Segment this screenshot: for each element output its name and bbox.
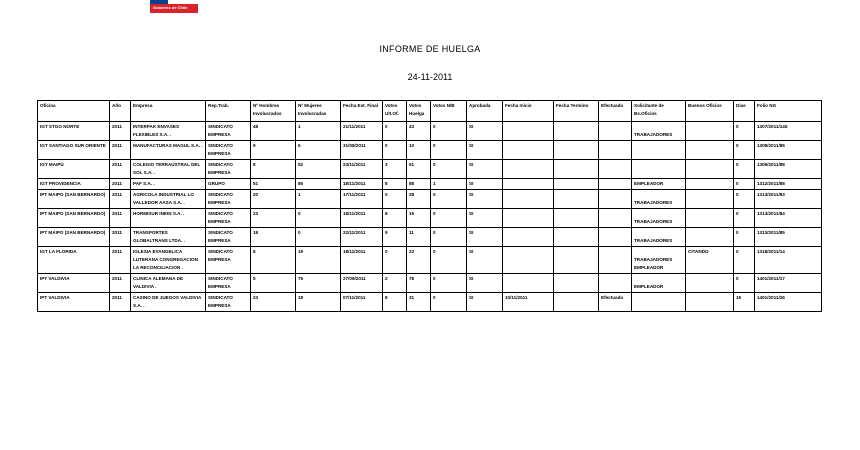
- table-cell: 43: [407, 122, 431, 141]
- table-cell: [686, 190, 734, 209]
- table-cell: IPT MAIPO (SAN BERNARDO): [38, 190, 110, 209]
- table-cell: IPT MAIPO (SAN BERNARDO): [38, 209, 110, 228]
- table-cell: 21/11/2011: [341, 122, 383, 141]
- table-cell: 0: [734, 141, 755, 160]
- strike-report-table: [37, 100, 822, 312]
- table-cell: 9: [383, 228, 407, 247]
- table-cell: TRABAJADORES: [632, 228, 686, 247]
- table-cell: 1308/2011/85: [755, 141, 822, 160]
- table-cell: IGT MAIPÚ: [38, 160, 110, 179]
- table-cell: 2011: [110, 247, 131, 274]
- column-header: Folio NG: [755, 101, 822, 122]
- column-header: Fecha Inicio: [503, 101, 554, 122]
- table-cell: HORMISUR INEIN S.A. .: [131, 209, 206, 228]
- table-cell: [554, 209, 599, 228]
- column-header: Nº Mujeres Involucradas: [296, 101, 341, 122]
- table-cell: 17/11/2011: [341, 190, 383, 209]
- column-header: Efectuada: [599, 101, 632, 122]
- table-cell: [554, 293, 599, 312]
- table-cell: Efectuada: [599, 293, 632, 312]
- table-cell: IGT STGO NORTE: [38, 122, 110, 141]
- table-cell: SI: [467, 122, 503, 141]
- table-cell: [632, 160, 686, 179]
- table-cell: 1401/2011/17: [755, 274, 822, 293]
- table-cell: 22: [407, 247, 431, 274]
- table-cell: 51: [407, 160, 431, 179]
- table-cell: 28: [407, 190, 431, 209]
- table-cell: 07/11/2011: [341, 293, 383, 312]
- table-cell: 2011: [110, 141, 131, 160]
- table-cell: [554, 190, 599, 209]
- table-cell: 1313/2011/84: [755, 209, 822, 228]
- table-cell: 18: [296, 293, 341, 312]
- table-cell: 31: [407, 293, 431, 312]
- table-cell: [599, 179, 632, 190]
- table-cell: 5: [296, 141, 341, 160]
- table-cell: 0: [431, 122, 467, 141]
- table-cell: [599, 190, 632, 209]
- table-cell: 0: [734, 228, 755, 247]
- table-cell: SI: [467, 209, 503, 228]
- table-cell: SI: [467, 141, 503, 160]
- table-cell: GRUPO: [206, 179, 251, 190]
- table-cell: 18: [251, 228, 296, 247]
- table-cell: [554, 160, 599, 179]
- table-cell: 78: [407, 274, 431, 293]
- table-body: [38, 122, 822, 312]
- table-row: [38, 209, 822, 228]
- table-cell: 2011: [110, 274, 131, 293]
- table-cell: IGT SANTIAGO SUR ORIENTE: [38, 141, 110, 160]
- table-cell: 86: [296, 179, 341, 190]
- table-cell: 51: [251, 179, 296, 190]
- table-cell: COLEGIO TERRAUSTRAL DEL SOL S.A. .: [131, 160, 206, 179]
- table-cell: SI: [467, 274, 503, 293]
- table-cell: 0: [296, 228, 341, 247]
- table-cell: 2011: [110, 122, 131, 141]
- table-cell: 10: [407, 141, 431, 160]
- table-cell: [686, 141, 734, 160]
- table-cell: [554, 274, 599, 293]
- table-cell: 2011: [110, 293, 131, 312]
- table-cell: 11: [407, 228, 431, 247]
- report-title: INFORME DE HUELGA: [379, 44, 481, 54]
- table-cell: SINDICATO EMPRESA: [206, 190, 251, 209]
- table-cell: 0: [734, 274, 755, 293]
- table-cell: 0: [296, 209, 341, 228]
- table-cell: [503, 209, 554, 228]
- logo-text: Gobierno de Chile: [153, 5, 188, 10]
- table-cell: 0: [431, 190, 467, 209]
- table-cell: TRABAJADORES: [632, 122, 686, 141]
- table-cell: IPT MAIPO (SAN BERNARDO): [38, 228, 110, 247]
- column-header: Días: [734, 101, 755, 122]
- table-cell: 1318/2011/14: [755, 247, 822, 274]
- table-cell: [686, 274, 734, 293]
- table-cell: 88: [407, 179, 431, 190]
- table-cell: SI: [467, 160, 503, 179]
- table-row: [38, 160, 822, 179]
- table-row: [38, 293, 822, 312]
- table-cell: SINDICATO EMPRESA: [206, 274, 251, 293]
- column-header: Fecha Termino: [554, 101, 599, 122]
- table-cell: 0: [734, 179, 755, 190]
- column-header: Aprobada: [467, 101, 503, 122]
- column-header: Año: [110, 101, 131, 122]
- table-cell: 0: [734, 122, 755, 141]
- table-cell: SINDICATO EMPRESA: [206, 247, 251, 274]
- table-cell: IGT LA FLORIDA: [38, 247, 110, 274]
- table-cell: 0: [431, 228, 467, 247]
- table-row: [38, 228, 822, 247]
- table-cell: [503, 179, 554, 190]
- table-cell: [632, 141, 686, 160]
- table-cell: 18/11/2011: [341, 209, 383, 228]
- table-cell: SINDICATO EMPRESA: [206, 122, 251, 141]
- table-cell: 0: [734, 160, 755, 179]
- table-cell: 2: [383, 274, 407, 293]
- table-cell: 10/11/2011: [503, 293, 554, 312]
- table-cell: PAF S.A. .: [131, 179, 206, 190]
- table-cell: 22/11/2011: [341, 228, 383, 247]
- table-cell: [599, 160, 632, 179]
- table-row: [38, 247, 822, 274]
- table-cell: 31/08/2011: [341, 141, 383, 160]
- table-cell: 23: [251, 209, 296, 228]
- table-cell: [503, 160, 554, 179]
- table-cell: [599, 274, 632, 293]
- table-cell: 15: [734, 293, 755, 312]
- table-cell: 0: [431, 293, 467, 312]
- table-cell: IGT PROVIDENCIA: [38, 179, 110, 190]
- table-cell: [503, 228, 554, 247]
- table-cell: 2011: [110, 228, 131, 247]
- table-cell: [503, 247, 554, 274]
- table-cell: [503, 190, 554, 209]
- table-cell: [686, 293, 734, 312]
- table-cell: 1: [296, 122, 341, 141]
- table-cell: [686, 122, 734, 141]
- table-cell: CLINICA ALEMANA DE VALDIVIA .: [131, 274, 206, 293]
- table-cell: 2011: [110, 190, 131, 209]
- table-cell: 1: [431, 179, 467, 190]
- table-cell: SI: [467, 228, 503, 247]
- table-cell: 0: [383, 141, 407, 160]
- table-cell: [632, 293, 686, 312]
- table-cell: 19: [296, 247, 341, 274]
- table-cell: 20: [251, 190, 296, 209]
- table-cell: [686, 228, 734, 247]
- table-cell: 8: [251, 247, 296, 274]
- table-cell: [554, 228, 599, 247]
- table-cell: TRABAJADORES: [632, 190, 686, 209]
- table-cell: SINDICATO EMPRESA: [206, 141, 251, 160]
- table-cell: 8: [383, 209, 407, 228]
- table-cell: [554, 179, 599, 190]
- table-cell: 0: [383, 190, 407, 209]
- table-cell: 1307/2011/145: [755, 122, 822, 141]
- column-header: Fecha Est. Final: [341, 101, 383, 122]
- government-logo: [150, 0, 198, 13]
- table-cell: 9: [251, 141, 296, 160]
- table-cell: [599, 228, 632, 247]
- table-cell: 0: [383, 247, 407, 274]
- table-cell: 2011: [110, 179, 131, 190]
- table-row: [38, 274, 822, 293]
- table-cell: [554, 247, 599, 274]
- table-cell: IPT VALDIVIA: [38, 293, 110, 312]
- table-cell: AGRICOLA INDUSTRIAL LO VALLEDOR AASA S.A. .: [131, 190, 206, 209]
- table-row: [38, 190, 822, 209]
- table-cell: 18/11/2011: [341, 179, 383, 190]
- column-header: Votos Huelga: [407, 101, 431, 122]
- table-cell: IPT VALDIVIA: [38, 274, 110, 293]
- table-cell: 0: [734, 209, 755, 228]
- table-cell: SI: [467, 293, 503, 312]
- table-cell: SINDICATO EMPRESA: [206, 228, 251, 247]
- table-header-row: [38, 101, 822, 122]
- table-cell: [686, 160, 734, 179]
- table-cell: [686, 179, 734, 190]
- table-cell: [599, 141, 632, 160]
- table-cell: 15: [407, 209, 431, 228]
- table-cell: [554, 122, 599, 141]
- column-header: Nº Hombres Involucrados: [251, 101, 296, 122]
- table-cell: EMPLEADOR: [632, 274, 686, 293]
- table-cell: 23/11/2011: [341, 160, 383, 179]
- table-cell: [686, 209, 734, 228]
- table-cell: [503, 274, 554, 293]
- table-cell: EMPLEADOR: [632, 179, 686, 190]
- table-cell: 0: [431, 141, 467, 160]
- table-cell: 8: [251, 160, 296, 179]
- table-cell: CITANDO: [686, 247, 734, 274]
- table-cell: SINDICATO EMPRESA: [206, 293, 251, 312]
- table-row: [38, 179, 822, 190]
- table-cell: 75: [296, 274, 341, 293]
- table-row: [38, 122, 822, 141]
- column-header: Votos N/B: [431, 101, 467, 122]
- table-cell: TRABAJADORES EMPLEADOR: [632, 247, 686, 274]
- column-header: Votos Ult.Of.: [383, 101, 407, 122]
- report-date: 24-11-2011: [407, 72, 453, 82]
- table-cell: 0: [431, 160, 467, 179]
- table-cell: CASINO DE JUEGOS VALDIVIA S.A. .: [131, 293, 206, 312]
- table-cell: 0: [431, 209, 467, 228]
- table-cell: 1: [296, 190, 341, 209]
- table-row: [38, 141, 822, 160]
- table-cell: 1312/2011/88: [755, 179, 822, 190]
- table-cell: [503, 141, 554, 160]
- table-cell: 5: [251, 274, 296, 293]
- table-cell: 1313/2011/83: [755, 190, 822, 209]
- table-cell: SI: [467, 179, 503, 190]
- table-cell: 52: [296, 160, 341, 179]
- table-cell: SI: [467, 190, 503, 209]
- table-cell: 2011: [110, 209, 131, 228]
- column-header: Oficina: [38, 101, 110, 122]
- table-cell: 2011: [110, 160, 131, 179]
- column-header: Empresa: [131, 101, 206, 122]
- table-cell: 0: [383, 122, 407, 141]
- table-cell: IGLESIA EVANGELICA LUTERANA CONGREGACION LA RECONCILIACION .: [131, 247, 206, 274]
- table-cell: [599, 247, 632, 274]
- table-cell: 1313/2011/85: [755, 228, 822, 247]
- table-cell: [554, 141, 599, 160]
- column-header: Rep.Trab.: [206, 101, 251, 122]
- table-cell: 23: [251, 293, 296, 312]
- table-cell: 27/09/2011: [341, 274, 383, 293]
- table-cell: 0: [431, 247, 467, 274]
- column-header: Solicitante de Bs.Oficios: [632, 101, 686, 122]
- table-cell: 3: [383, 160, 407, 179]
- table-cell: 0: [734, 247, 755, 274]
- table-cell: INTERPAK ENVASES FLEXIBLES S.A. .: [131, 122, 206, 141]
- table-cell: 18/11/2011: [341, 247, 383, 274]
- table-cell: [599, 122, 632, 141]
- table-cell: SINDICATO EMPRESA: [206, 209, 251, 228]
- table-cell: 8: [383, 179, 407, 190]
- table-cell: SI: [467, 247, 503, 274]
- table-cell: 1401/2011/26: [755, 293, 822, 312]
- table-cell: 8: [383, 293, 407, 312]
- table-cell: 1309/2011/88: [755, 160, 822, 179]
- table-cell: 48: [251, 122, 296, 141]
- table-cell: TRABAJADORES: [632, 209, 686, 228]
- table-cell: [599, 209, 632, 228]
- table-cell: TRANSPORTES GLOBALTRANS LTDA. .: [131, 228, 206, 247]
- table-cell: MANUFACTURAS MAGUL S.A. .: [131, 141, 206, 160]
- table-cell: 0: [431, 274, 467, 293]
- table-cell: [503, 122, 554, 141]
- column-header: Buenos Oficios: [686, 101, 734, 122]
- table-cell: SINDICATO EMPRESA: [206, 160, 251, 179]
- table-cell: 0: [734, 190, 755, 209]
